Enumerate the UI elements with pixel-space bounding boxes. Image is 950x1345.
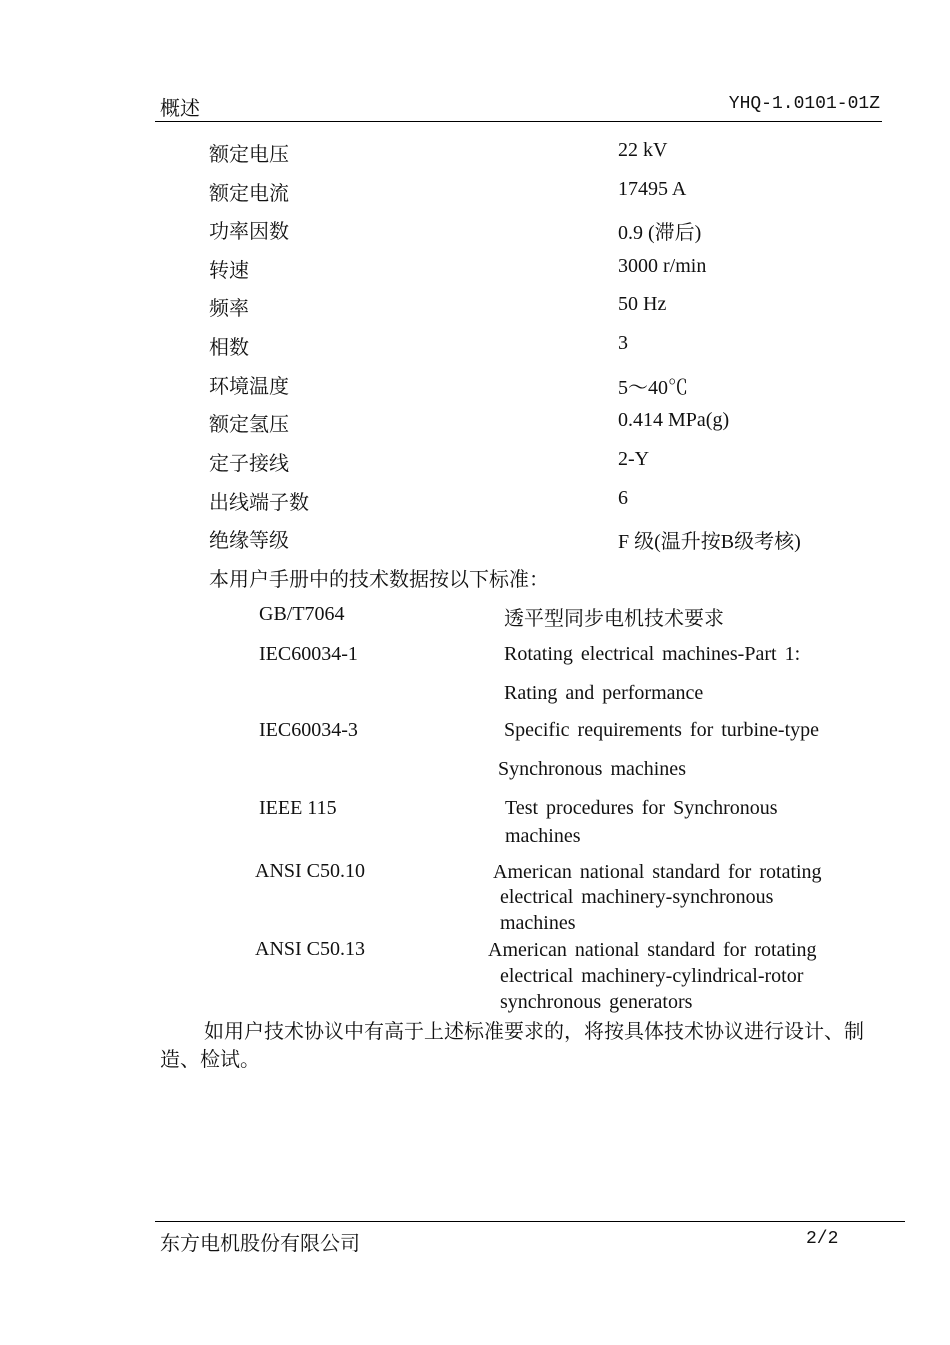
footer-page-number: 2/2 — [806, 1229, 839, 1249]
spec-value: 6 — [618, 487, 628, 509]
spec-value: 3 — [618, 332, 628, 354]
standard-description: electrical machinery-synchronous — [500, 886, 774, 908]
spec-value: 5～40℃ — [618, 377, 688, 399]
header-document-code: YHQ-1.0101-01Z — [728, 94, 880, 114]
standards-intro: 本用户手册中的技术数据按以下标准： — [209, 567, 549, 591]
standard-description: Synchronous machines — [498, 758, 686, 780]
spec-label: 额定氢压 — [209, 412, 289, 436]
spec-value: F 级(温升按B级考核) — [618, 531, 801, 553]
spec-value: 0.414 MPa(g) — [618, 409, 730, 431]
standard-description: Rating and performance — [504, 682, 704, 704]
standard-code: ANSI C50.10 — [255, 860, 366, 882]
spec-label: 绝缘等级 — [209, 528, 289, 552]
standard-description: Rotating electrical machines-Part 1: — [504, 643, 801, 665]
standard-description: electrical machinery-cylindrical-rotor — [500, 965, 804, 987]
header-section-title: 概述 — [160, 96, 200, 120]
spec-value: 17495 A — [618, 178, 687, 200]
standard-description: Specific requirements for turbine-type — [504, 719, 819, 741]
footer-rule — [155, 1221, 905, 1222]
standard-description: 透平型同步电机技术要求 — [504, 606, 724, 630]
standard-description: machines — [500, 912, 576, 934]
spec-label: 定子接线 — [209, 451, 289, 475]
spec-label: 额定电压 — [209, 142, 289, 166]
spec-label: 转速 — [209, 258, 249, 282]
standard-code: IEC60034-1 — [259, 643, 358, 665]
standard-code: ANSI C50.13 — [255, 938, 366, 960]
spec-value: 50 Hz — [618, 293, 667, 315]
standard-description: American national standard for rotating — [493, 861, 822, 883]
spec-label: 环境温度 — [209, 374, 289, 398]
spec-value: 22 kV — [618, 139, 668, 161]
closing-paragraph: 如用户技术协议中有高于上述标准要求的，将按具体技术协议进行设计、制造、检试。 — [160, 1019, 864, 1071]
footer-company: 东方电机股份有限公司 — [160, 1231, 360, 1255]
standard-code: IEEE 115 — [259, 797, 337, 819]
standard-code: IEC60034-3 — [259, 719, 358, 741]
spec-label: 相数 — [209, 335, 249, 359]
standard-code: GB/T7064 — [259, 603, 345, 625]
header-rule — [155, 121, 882, 122]
spec-label: 频率 — [209, 296, 249, 320]
spec-label: 额定电流 — [209, 181, 289, 205]
standard-description: synchronous generators — [500, 991, 693, 1013]
standard-description: American national standard for rotating — [488, 939, 817, 961]
spec-value: 3000 r/min — [618, 255, 707, 277]
standard-description: machines — [505, 825, 581, 847]
spec-label: 功率因数 — [209, 219, 289, 243]
standard-description: Test procedures for Synchronous — [505, 797, 778, 819]
spec-value: 2-Y — [618, 448, 650, 470]
spec-label: 出线端子数 — [209, 490, 309, 514]
spec-value: 0.9 (滞后) — [618, 222, 702, 244]
